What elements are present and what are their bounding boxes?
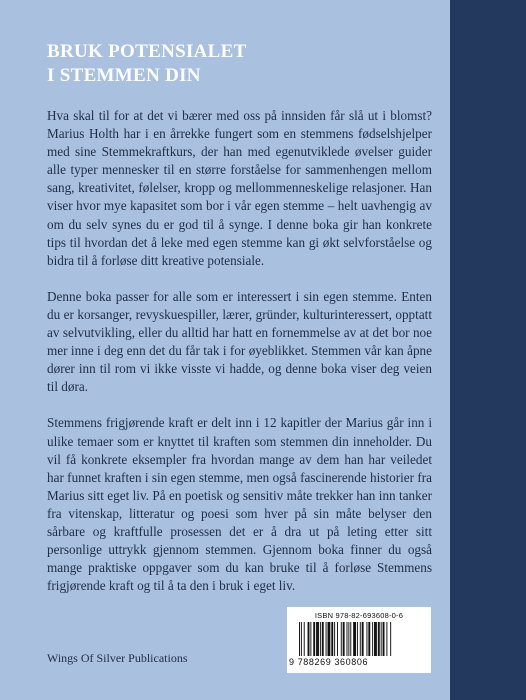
barcode-bar — [378, 622, 380, 656]
publisher-name: Wings Of Silver Publications — [47, 651, 188, 665]
barcode-bar — [337, 622, 338, 656]
title-line-2: I STEMMEN DIN — [47, 65, 201, 86]
blurb-paragraph-1: Hva skal til for at det vi bærer med oss på innsiden får slå ut i blomst? Marius Holth har i en årrekke fungert som en stemmens fødselshjelper med sine Stemmekraftkurs, der han med egenutviklede øvelser guider alle typer mennesker til en større forståelse for sammenhengen mellom sang, kreativitet, følelser, kropp og mellommenneskelige relasjoner. Han viser hvor mye kapasitet som bor i vår egen stemme – helt uavhengig av om du selv synes du er god til å synge. I denne boka gir han konkrete tips til hvordan det å leke med egen stemme kan gi økt selvforståelse og bidra til å forløse ditt kreative potensiale. — [47, 108, 432, 268]
barcode-bar — [320, 622, 321, 656]
spine-band — [450, 0, 526, 700]
barcode-bar — [334, 622, 335, 656]
barcode-bar — [381, 622, 382, 656]
barcode-bar — [316, 622, 319, 656]
barcode-bar — [331, 622, 333, 656]
barcode-bar — [383, 622, 385, 656]
barcode-bar — [308, 622, 310, 656]
barcode-bar — [348, 622, 349, 656]
barcode-bar — [313, 622, 315, 656]
barcode-bar — [299, 622, 300, 656]
barcode-bar — [301, 622, 302, 656]
barcode-bar — [304, 622, 305, 656]
barcode-bar — [322, 622, 324, 656]
isbn-barcode — [287, 607, 431, 673]
barcode-bar — [372, 622, 373, 656]
barcode-bar — [328, 622, 331, 656]
barcode-bar — [360, 622, 361, 656]
barcode-bar — [347, 622, 348, 656]
barcode-bar — [353, 622, 356, 656]
barcode-bar — [390, 622, 391, 656]
barcode-bar — [341, 622, 342, 656]
barcode-bar — [366, 622, 367, 656]
blurb-paragraph-3: Stemmens frigjørende kraft er delt inn i 12 kapitler der Marius går inn i ulike temaer som er knyttet til kraften som stemmen din inneholder. Du vil få konkrete eksempler fra hvordan mange av dem han har veiledet har funnet kraften i sin egen stemme, men også fascinerende historier fra Marius sitt eget liv. På en poetisk og sensitiv måte trekker han inn tanker fra vitenskap, litteratur og poesi som hver på sin måte belyser den sårbare og kraftfulle prosessen det er å dra ut på leting etter sitt personlige uttrykk gjennom stemmen. Gjennom boka finner du også mange praktiske oppgaver som du kan bruke til å forløse Stemmens frigjørende kraft og til å ta den i bruk i eget liv. — [47, 415, 432, 594]
barcode-bar — [374, 622, 377, 656]
barcode-bar — [350, 622, 351, 656]
barcode-bar — [326, 622, 327, 656]
title-line-1: BRUK POTENSIALET — [47, 41, 247, 62]
barcode-digits: 9 788269 360806 — [289, 657, 369, 667]
isbn-label: ISBN 978-82-693608-0-6 — [314, 611, 404, 620]
barcode-bar — [310, 622, 311, 656]
barcode-bars — [299, 622, 423, 656]
back-cover-text — [47, 40, 432, 613]
barcode-bar — [362, 622, 364, 656]
barcode-bar — [368, 622, 370, 656]
barcode-bar — [386, 622, 387, 656]
barcode-bar — [343, 622, 345, 656]
blurb-paragraph-2: Denne boka passer for alle som er interessert i sin egen stemme. Enten du er korsanger, revyskuespiller, lærer, gründer, kulturinteressert, opptatt av selvutvikling, eller du alltid har hatt en fornemmelse av at det bor noe mer inne i deg enn det du får tak i for øyeblikket. Stemmen vår kan åpne dører inn til rom vi ikke visste vi hadde, og denne boka viser deg veien til døra. — [47, 288, 432, 395]
book-title — [47, 40, 432, 88]
barcode-bar — [357, 622, 358, 656]
